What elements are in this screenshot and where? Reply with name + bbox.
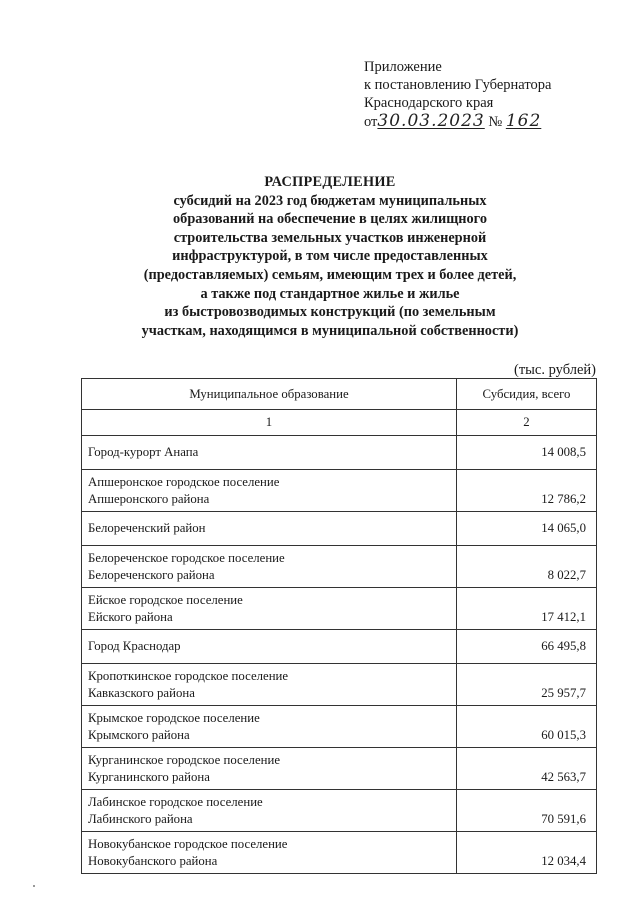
- title-line: инфраструктурой, в том числе предоставленных: [172, 248, 488, 265]
- subsidy-value-cell: 25 957,7: [457, 664, 597, 706]
- municipality-cell: [82, 588, 457, 630]
- table-row: [82, 436, 597, 470]
- column-index-1: 1: [82, 410, 457, 436]
- municipality-name-line: Новокубанское городское поселение: [88, 836, 288, 851]
- municipality-cell: [82, 790, 457, 832]
- municipality-name-line: Ейского района: [88, 609, 173, 624]
- municipality-name-line: Лабинского района: [88, 811, 193, 826]
- title-line: а также под стандартное жилье и жилье: [200, 285, 460, 302]
- table-row: [82, 470, 597, 512]
- municipality-name-line: Белореченский район: [88, 521, 206, 535]
- annex-line-3: Краснодарского края: [364, 95, 494, 111]
- municipality-cell: [82, 546, 457, 588]
- subsidy-value-cell: 42 563,7: [457, 748, 597, 790]
- municipality-name-line: Ейское городское поселение: [88, 592, 243, 607]
- municipality-name-line: Кавказского района: [88, 685, 195, 700]
- table-row: [82, 630, 597, 664]
- subsidy-value-cell: 60 015,3: [457, 706, 597, 748]
- municipality-name-line: Белореченское городское поселение: [88, 550, 285, 565]
- number-prefix: №: [488, 114, 503, 130]
- municipality-cell: [82, 630, 457, 664]
- table-row: [82, 588, 597, 630]
- document-title: [110, 173, 550, 340]
- subsidy-value-cell: 12 034,4: [457, 832, 597, 874]
- annex-block: [364, 58, 551, 131]
- municipality-name-line: Кропоткинское городское поселение: [88, 668, 289, 683]
- title-heading: РАСПРЕДЕЛЕНИЕ: [264, 174, 396, 190]
- table-row: [82, 748, 597, 790]
- table-row: [82, 706, 597, 748]
- municipality-cell: [82, 706, 457, 748]
- title-line: участкам, находящимся в муниципальной собственности): [141, 322, 519, 339]
- municipality-name-line: Крымское городское поселение: [88, 710, 260, 725]
- units-label: (тыс. рублей): [514, 362, 596, 378]
- subsidy-table: [81, 378, 597, 874]
- title-line: строительства земельных участков инженерной: [173, 229, 487, 246]
- handwritten-number: 162: [505, 111, 542, 131]
- table-row: [82, 790, 597, 832]
- table-index-row: [82, 410, 597, 436]
- date-prefix: от: [364, 114, 378, 130]
- annex-date-row: [364, 112, 551, 131]
- header-subsidy: Субсидия, всего: [457, 379, 597, 410]
- municipality-cell: [82, 832, 457, 874]
- header-municipality: Муниципальное образование: [82, 379, 457, 410]
- subsidy-value-cell: 66 495,8: [457, 630, 597, 664]
- table-row: [82, 512, 597, 546]
- municipality-cell: [82, 436, 457, 470]
- municipality-name-line: Лабинское городское поселение: [88, 794, 263, 809]
- table-row: [82, 832, 597, 874]
- subsidy-value-cell: 8 022,7: [457, 546, 597, 588]
- column-index-2: 2: [457, 410, 597, 436]
- subsidy-value-cell: 12 786,2: [457, 470, 597, 512]
- title-line: субсидий на 2023 год бюджетам муниципальных: [173, 192, 487, 209]
- subsidy-value-cell: 14 008,5: [457, 436, 597, 470]
- subsidy-value-cell: 70 591,6: [457, 790, 597, 832]
- municipality-name-line: Курганинского района: [88, 769, 210, 784]
- municipality-name-line: Крымского района: [88, 727, 190, 742]
- municipality-name-line: Новокубанского района: [88, 853, 218, 868]
- municipality-cell: [82, 512, 457, 546]
- table-row: [82, 664, 597, 706]
- municipality-name-line: Курганинское городское поселение: [88, 752, 280, 767]
- annex-line-1: Приложение: [364, 59, 442, 75]
- table-row: [82, 546, 597, 588]
- subsidy-value-cell: 17 412,1: [457, 588, 597, 630]
- scan-speck: [33, 885, 35, 887]
- municipality-name-line: Апшеронское городское поселение: [88, 474, 280, 489]
- title-line: из быстровозводимых конструкций (по земельным: [164, 304, 496, 321]
- municipality-name-line: Город-курорт Анапа: [88, 445, 199, 459]
- subsidy-value-cell: 14 065,0: [457, 512, 597, 546]
- municipality-cell: [82, 748, 457, 790]
- municipality-name-line: Город Краснодар: [88, 639, 181, 653]
- handwritten-date: 30.03.2023: [377, 111, 485, 131]
- municipality-cell: [82, 664, 457, 706]
- municipality-name-line: Белореченского района: [88, 567, 215, 582]
- municipality-cell: [82, 470, 457, 512]
- title-line: (предоставляемых) семьям, имеющим трех и более детей,: [143, 266, 517, 283]
- title-line: образований на обеспечение в целях жилищного: [173, 211, 487, 228]
- table-header-row: [82, 379, 597, 410]
- annex-line-2: к постановлению Губернатора: [364, 77, 552, 93]
- municipality-name-line: Апшеронского района: [88, 491, 210, 506]
